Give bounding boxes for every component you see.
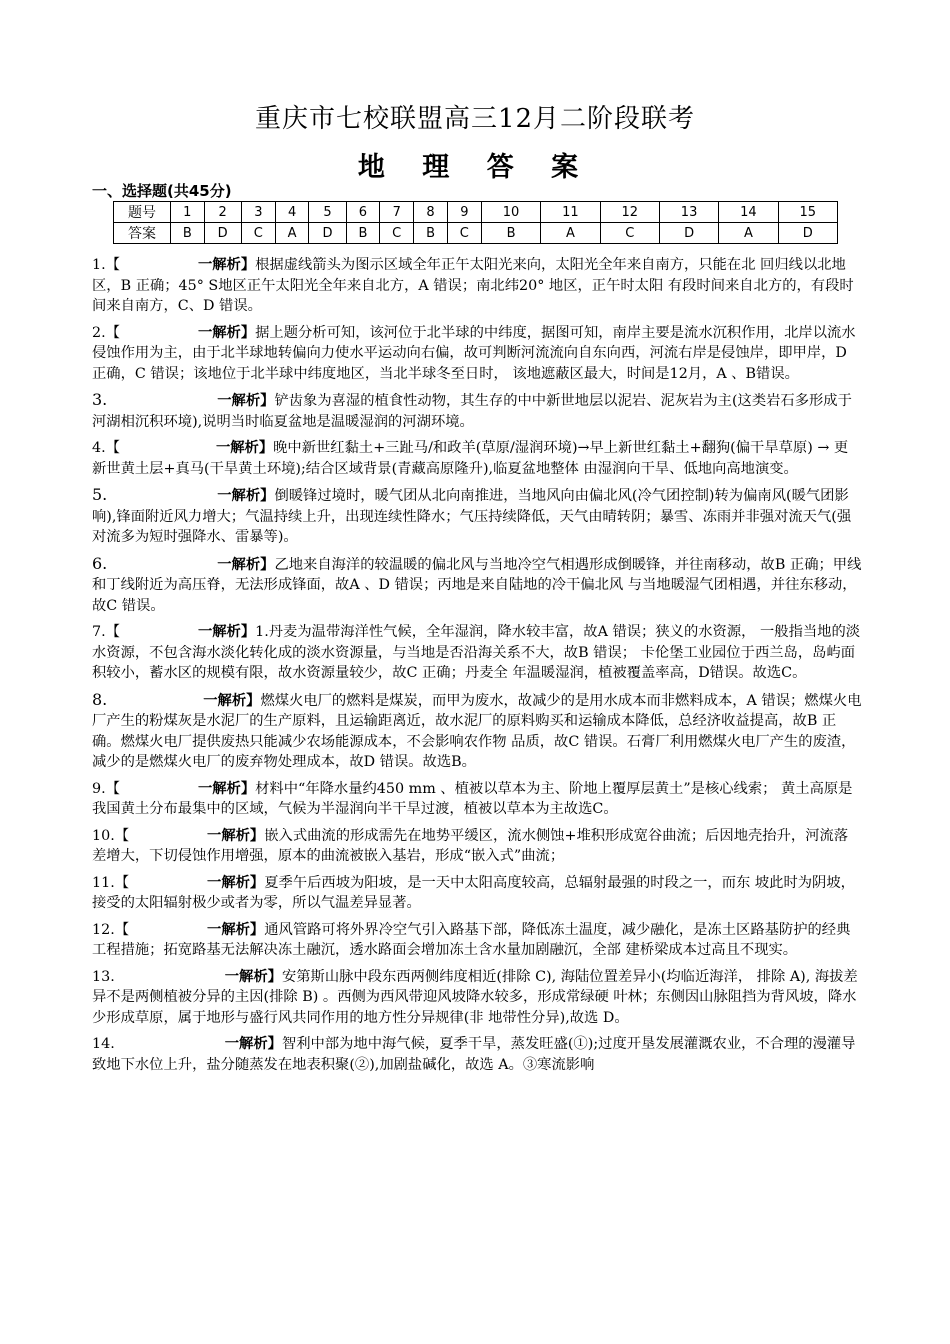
explanation-list <box>92 255 862 1081</box>
item-text: 燃煤火电厂的燃料是煤炭，而甲为废水，故减少的是用水成本而非燃料成本，A 错误；燃煤火电厂产生的粉煤灰是水泥厂的生产原料，且运输距离近，故水泥厂的原料购买和运输成本降低，总经济收益提高，故B 正确。燃煤火电厂提供废热只能减少农场能源成本，不会影响农作物 品质，故C 错误。石膏厂利用燃煤火电厂产生的废渣，减少的是燃煤火电厂的废弃物处理成本，故D 错误。故选B。 <box>92 692 862 770</box>
table-cell: C <box>600 223 659 244</box>
table-cell: 11 <box>541 202 600 223</box>
item-text: 智利中部为地中海气候，夏季干旱，蒸发旺盛(①);过度开垦发展灌溉农业，不合理的漫灌导致地下水位上升，盐分随蒸发在地表积聚(②),加剧盐碱化，故选 A。③寒流影响 <box>92 1036 856 1073</box>
explanation-item <box>92 690 862 773</box>
item-text: 嵌入式曲流的形成需先在地势平缓区，流水侧蚀+堆积形成宽谷曲流；后因地壳抬升，河流落差增大，下切侵蚀作用增强，原本的曲流被嵌入基岩，形成“嵌入式”曲流； <box>92 827 849 864</box>
explanation-item <box>92 826 862 867</box>
table-cell: 6 <box>346 202 380 223</box>
explanation-item <box>92 485 862 548</box>
table-row-answers <box>114 223 838 244</box>
table-cell: D <box>204 223 241 244</box>
page-title: 重庆市七校联盟高三12月二阶段联考 <box>254 104 696 134</box>
item-tag: 一解析】 <box>197 324 256 341</box>
table-cell: A <box>719 223 778 244</box>
table-cell: D <box>659 223 718 244</box>
table-cell: 15 <box>778 202 837 223</box>
explanation-item <box>92 920 862 961</box>
explanation-item <box>92 779 862 820</box>
item-text: 铲齿象为喜湿的植食性动物，其生存的中中新世地层以泥岩、泥灰岩为主(这类岩石多形成于河湖相沉积环境),说明当时临夏盆地是温暖湿润的河湖环境。 <box>92 393 852 430</box>
item-number: 6. <box>92 553 108 573</box>
item-number: 9.【 <box>92 780 120 797</box>
table-cell: D <box>309 223 346 244</box>
item-number: 10.【 <box>92 827 130 844</box>
table-cell: B <box>481 223 540 244</box>
table-cell: 10 <box>481 202 540 223</box>
table-cell: 2 <box>204 202 241 223</box>
table-cell: 3 <box>241 202 275 223</box>
item-text: 材料中“年降水量约450 mm 、植被以草本为主、阶地上覆厚层黄土”是核心线索； 黄土高原是我国黄土分布最集中的区域，气候为半湿润向半干旱过渡，植被以草本为主故选C。 <box>92 780 853 817</box>
item-tag: 一解析】 <box>203 692 261 709</box>
item-tag: 一解析】 <box>207 827 265 844</box>
explanation-item <box>92 1034 862 1075</box>
explanation-item <box>92 438 862 479</box>
table-cell: 5 <box>309 202 346 223</box>
item-tag: 一解析】 <box>197 624 256 640</box>
answer-table <box>113 201 838 244</box>
item-tag: 一解析】 <box>217 556 275 573</box>
table-cell: D <box>778 223 837 244</box>
item-tag: 一解析】 <box>215 440 274 456</box>
table-cell: C <box>447 223 481 244</box>
table-cell: 7 <box>380 202 414 223</box>
item-tag: 一解析】 <box>224 1036 282 1052</box>
table-cell: 12 <box>600 202 659 223</box>
explanation-item <box>92 622 862 684</box>
explanation-item <box>92 967 862 1029</box>
item-number: 11.【 <box>92 874 130 891</box>
item-number: 3. <box>92 390 108 409</box>
item-number: 13. <box>92 968 115 985</box>
section-heading: 一、选择题(共45分) <box>92 182 232 200</box>
item-tag: 一解析】 <box>217 393 275 409</box>
item-tag: 一解析】 <box>224 968 282 985</box>
table-cell: A <box>541 223 600 244</box>
item-number: 8. <box>92 689 108 709</box>
table-row-numbers <box>114 202 838 223</box>
item-text: 倒暖锋过境时，暖气团从北向南推进，当地风向由偏北风(冷气团控制)转为偏南风(暖气团影响),锋面附近风力增大；气温持续上升，出现连续性降水；气压持续降低，天气由晴转阴；暴雪、冻雨并非强对流天气(强对流多为短时强降水、雷暴等)。 <box>92 488 852 545</box>
item-number: 4.【 <box>92 440 120 456</box>
item-number: 1.【 <box>92 257 120 273</box>
item-text: 通风管路可将外界冷空气引入路基下部，降低冻土温度，减少融化，是冻土区路基防护的经典工程措施；拓宽路基无法解决冻土融沉，透水路面会增加冻土含水量加剧融沉，全部 建桥梁成本过高且不现实。 <box>92 921 851 958</box>
table-cell: B <box>171 223 205 244</box>
item-text: 1.丹麦为温带海洋性气候，全年湿润，降水较丰富，故A 错误；狭义的水资源， 一般指当地的淡水资源，不包含海水淡化转化成的淡水资源量，与当地是否沿海关系不大，故B 错误； 卡伦堡工业园位于西兰岛，岛屿面积较小，蓄水区的规模有限，故水资源量较少，故C 正确；丹麦全 年温暖湿润，植被覆盖率高，D错误。故选C。 <box>92 624 861 681</box>
table-cell: 9 <box>447 202 481 223</box>
table-cell: 1 <box>171 202 205 223</box>
item-tag: 一解析】 <box>197 780 256 797</box>
item-text: 据上题分析可知，该河位于北半球的中纬度，据图可知，南岸主要是流水沉积作用，北岸以流水侵蚀作用为主，由于北半球地转偏向力使水平运动向右偏，故可判断河流流向自东向西，河流右岸是侵蚀岸，即甲岸，D 正确，C 错误；该地位于北半球中纬度地区，当北半球冬至日时， 该地遮蔽区最大，时间是12月，A 、B错误。 <box>92 324 856 382</box>
row-label-answer: 答案 <box>114 223 171 244</box>
explanation-item <box>92 554 862 617</box>
explanation-item <box>92 390 862 432</box>
item-text: 根据虚线箭头为图示区域全年正午太阳光来向，太阳光全年来自南方，只能在北 回归线以北地区，B 正确；45° S地区正午太阳光全年来自北方，A 错误；南北纬20° 地区，正午时太阳 有段时间来自北方的，有段时间来自南方，C、D 错误。 <box>92 257 854 314</box>
table-cell: B <box>346 223 380 244</box>
item-tag: 一解析】 <box>207 874 265 891</box>
table-cell: 8 <box>414 202 448 223</box>
item-text: 夏季午后西坡为阳坡，是一天中太阳高度较高，总辐射最强的时段之一，而东 坡此时为阴坡，接受的太阳辐射极少或者为零，所以气温差异显著。 <box>92 874 855 911</box>
item-tag: 一解析】 <box>197 257 256 273</box>
item-tag: 一解析】 <box>217 488 275 504</box>
explanation-item <box>92 323 862 385</box>
table-cell: C <box>380 223 414 244</box>
explanation-item <box>92 255 862 317</box>
item-number: 2.【 <box>92 324 120 341</box>
table-cell: A <box>275 223 309 244</box>
table-cell: 14 <box>719 202 778 223</box>
table-cell: 13 <box>659 202 718 223</box>
item-number: 7.【 <box>92 624 120 640</box>
item-text: 安第斯山脉中段东西两侧纬度相近(排除 C), 海陆位置差异小(均临近海洋， 排除 A), 海拔差异不是两侧植被分异的主因(排除 B) 。西侧为西风带迎风坡降水较多，形成常绿硬 叶林；东侧因山脉阻挡为背风坡，降水少形成草原，属于地形与盛行风共同作用的地方性分异规律(非 地带性分异),故选 D。 <box>92 968 858 1026</box>
table-cell: B <box>414 223 448 244</box>
table-cell: C <box>241 223 275 244</box>
page-subtitle: 地 理 答 案 <box>357 152 593 183</box>
explanation-item <box>92 873 862 914</box>
item-text: 晚中新世红黏土+三趾马/和政羊(草原/湿润环境)→早上新世红黏土+翻狗(偏干旱草原) → 更新世黄土层+真马(干旱黄土环境);结合区域背景(青藏高原隆升),临夏盆地整体 由湿润向干旱、低地向高地演变。 <box>92 440 849 477</box>
item-text: 乙地来自海洋的较温暖的偏北风与当地冷空气相遇形成倒暖锋，并往南移动，故B 正确；甲线和丁线附近为高压脊，无法形成锋面，故A 、D 错误；丙地是来自陆地的冷干偏北风 与当地暖湿气团相遇，并往东移动，故C 错误。 <box>92 556 862 614</box>
item-tag: 一解析】 <box>207 921 265 938</box>
table-cell: 4 <box>275 202 309 223</box>
item-number: 14. <box>92 1036 115 1052</box>
item-number: 5. <box>92 485 108 504</box>
item-number: 12.【 <box>92 921 130 938</box>
row-label-number: 题号 <box>114 202 171 223</box>
